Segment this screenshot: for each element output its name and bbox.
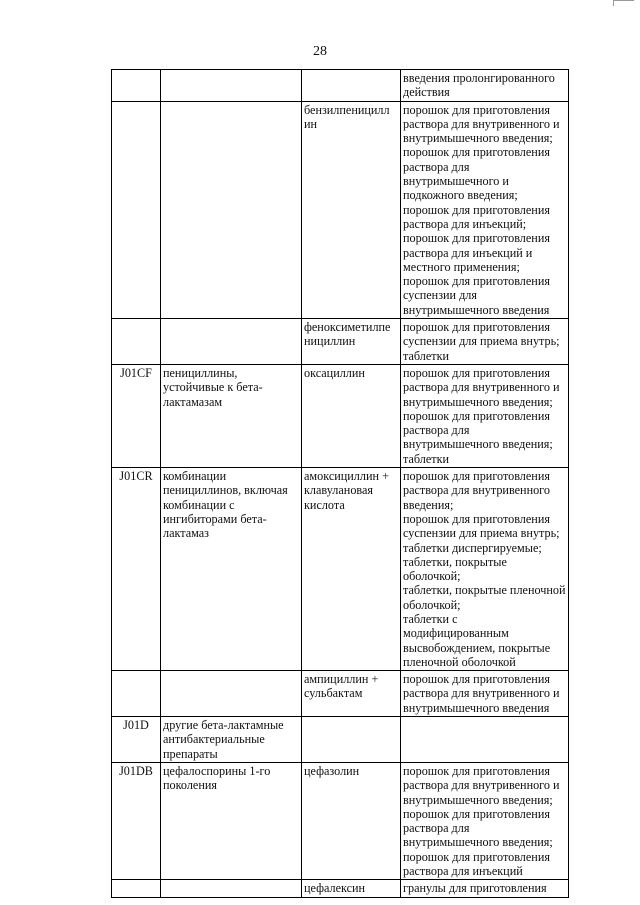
dosage-form-item: порошок для приготовления раствора для внутривенного и внутримышечного введения; bbox=[403, 102, 560, 146]
dosage-form-item: таблетки bbox=[403, 348, 450, 363]
pharm-group-cell: пенициллины, устойчивые к бета-лактамазам bbox=[161, 364, 302, 467]
dosage-form-item: порошок для приготовления суспензии для приема внутрь; bbox=[403, 320, 560, 349]
drug-name-cell: ампициллин + сульбактам bbox=[302, 671, 401, 717]
dosage-form-cell bbox=[401, 101, 569, 318]
dosage-form-cell bbox=[401, 671, 569, 717]
pharm-group-cell: другие бета-лактамные антибактериальные препараты bbox=[161, 717, 302, 763]
pharm-group-cell bbox=[161, 101, 302, 318]
dosage-form-item: порошок для приготовления суспензии для приема внутрь; bbox=[403, 511, 560, 541]
drug-name-cell: цефазолин bbox=[302, 762, 401, 879]
table-row bbox=[112, 319, 569, 365]
dosage-form-item: порошок для приготовления раствора для внутривенного и внутримышечного введения bbox=[403, 672, 560, 715]
drug-name-cell bbox=[302, 717, 401, 763]
dosage-form-item: порошок для приготовления раствора для внутривенного введения; bbox=[403, 469, 550, 512]
table-row bbox=[112, 364, 569, 467]
dosage-form-cell bbox=[401, 319, 569, 365]
atc-code-cell bbox=[112, 880, 161, 897]
page-number: 28 bbox=[313, 44, 327, 59]
atc-code-cell: J01D bbox=[112, 717, 161, 763]
table-row bbox=[112, 717, 569, 763]
atc-code-cell: J01DB bbox=[112, 762, 161, 879]
dosage-form-item: порошок для приготовления раствора для внутривенного и внутримышечного введения; bbox=[403, 365, 560, 409]
table-row bbox=[112, 70, 569, 102]
dosage-form-item: таблетки bbox=[403, 451, 450, 466]
pharm-group-cell bbox=[161, 671, 302, 717]
atc-code-cell bbox=[112, 101, 161, 318]
dosage-form-item: порошок для приготовления раствора для инъекций и местного применения; bbox=[403, 231, 550, 274]
atc-code-cell bbox=[112, 671, 161, 717]
dosage-form-cell bbox=[401, 762, 569, 879]
dosage-form-cell bbox=[401, 70, 569, 102]
drug-name-cell: цефалексин bbox=[302, 880, 401, 897]
dosage-form-item: порошок для приготовления раствора для внутримышечного и подкожного введения; bbox=[403, 145, 550, 203]
drug-list-table bbox=[111, 69, 569, 898]
atc-code-cell: J01CF bbox=[112, 364, 161, 467]
atc-code-cell bbox=[112, 70, 161, 102]
pharm-group-cell: цефалоспорины 1-го поколения bbox=[161, 762, 302, 879]
dosage-form-item: порошок для приготовления раствора для внутривенного и внутримышечного введения; bbox=[403, 763, 560, 807]
dosage-form-item: порошок для приготовления раствора для внутримышечного введения; bbox=[403, 806, 553, 850]
drug-name-cell: амоксициллин + клавулановая кислота bbox=[302, 468, 401, 671]
dosage-form-item: порошок для приготовления суспензии для внутримышечного введения bbox=[403, 274, 550, 317]
drug-name-cell: феноксиметилпе нициллин bbox=[302, 319, 401, 365]
dosage-form-item: таблетки, покрытые пленочной оболочкой; bbox=[403, 583, 566, 612]
table-row bbox=[112, 762, 569, 879]
dosage-form-item: таблетки с модифицированным высвобождением, покрытые пленочной оболочкой bbox=[403, 611, 551, 669]
drug-name-cell: бензилпеницилл ин bbox=[302, 101, 401, 318]
dosage-form-item: таблетки диспергируемые; bbox=[403, 540, 542, 555]
dosage-form-item: таблетки, покрытые оболочкой; bbox=[403, 554, 507, 584]
dosage-form-item: порошок для приготовления раствора для внутримышечного введения; bbox=[403, 408, 553, 452]
dosage-form-cell bbox=[401, 364, 569, 467]
dosage-form-item: гранулы для приготовления bbox=[403, 881, 547, 896]
dosage-form-item: порошок для приготовления раствора для инъекций; bbox=[403, 202, 550, 231]
atc-code-cell: J01CR bbox=[112, 468, 161, 671]
pharm-group-cell: комбинации пенициллинов, включая комбинации с ингибиторами бета-лактамаз bbox=[161, 468, 302, 671]
table-row bbox=[112, 101, 569, 318]
pharm-group-cell bbox=[161, 70, 302, 102]
dosage-form-cell bbox=[401, 717, 569, 763]
drug-name-cell: оксациллин bbox=[302, 364, 401, 467]
table-row bbox=[112, 671, 569, 717]
table-row bbox=[112, 468, 569, 671]
dosage-form-item: введения пролонгированного действия bbox=[403, 71, 555, 100]
table-row bbox=[112, 880, 569, 897]
pharm-group-cell bbox=[161, 880, 302, 897]
dosage-form-item: порошок для приготовления раствора для инъекций bbox=[403, 849, 550, 879]
pharm-group-cell bbox=[161, 319, 302, 365]
scan-corner-mark bbox=[613, 0, 634, 6]
dosage-form-cell bbox=[401, 468, 569, 671]
atc-code-cell bbox=[112, 319, 161, 365]
drug-name-cell bbox=[302, 70, 401, 102]
dosage-form-cell bbox=[401, 880, 569, 897]
